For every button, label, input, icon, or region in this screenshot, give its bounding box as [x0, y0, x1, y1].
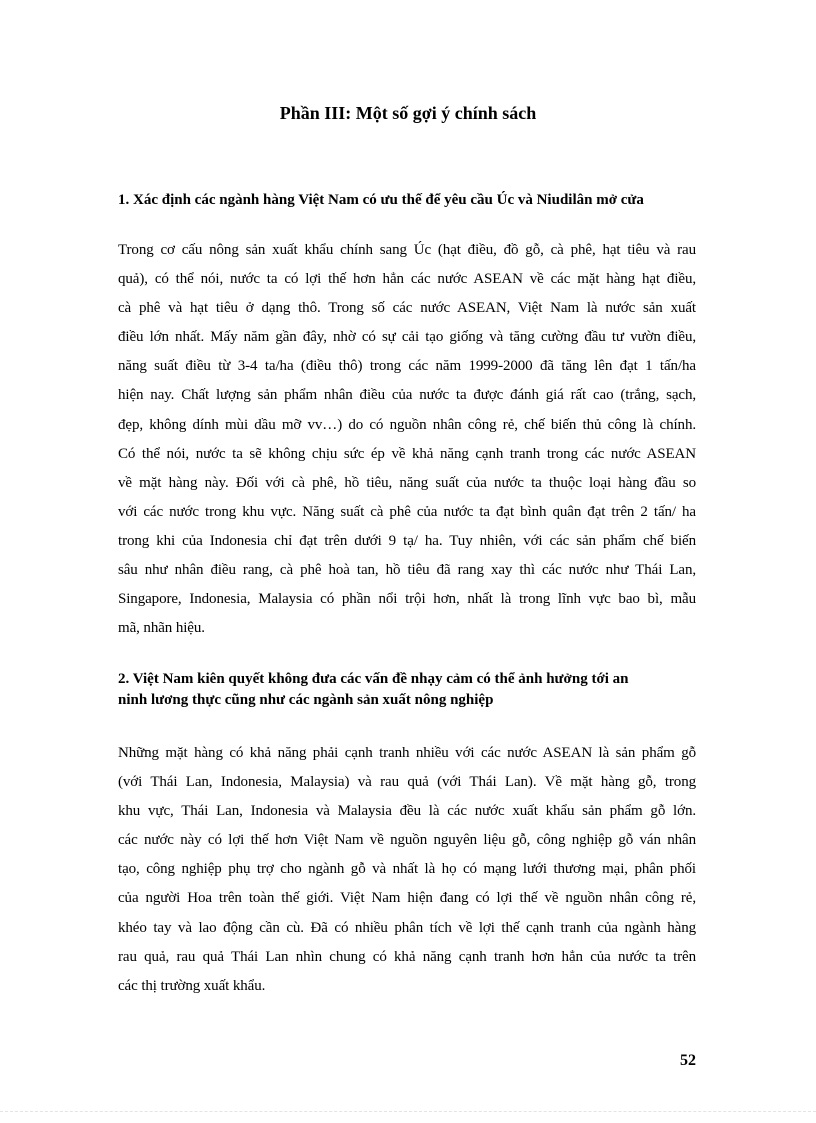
section-1-paragraph	[118, 236, 696, 643]
paragraph-line: hiện nay. Chất lượng sản phẩm nhân điều của nước ta được đánh giá rất cao (trắng, sạch,	[118, 387, 696, 404]
paragraph-line: Singapore, Indonesia, Malaysia có phần nổi trội hơn, nhất là trong lĩnh vực bao bì, mẫu	[118, 591, 696, 608]
section-1-heading: 1. Xác định các ngành hàng Việt Nam có ưu thế để yêu cầu Úc và Niudilân mở cửa	[118, 192, 644, 208]
paragraph-line: tạo, công nghiệp phụ trợ cho ngành gỗ và nhất là họ có mạng lưới thương mại, phân phối	[118, 861, 696, 878]
page-number: 52	[680, 1052, 696, 1069]
paragraph-line: rau quả, rau quả Thái Lan nhìn chung có khả năng cạnh tranh hơn hẳn của nước ta trên	[118, 948, 696, 965]
paragraph-line: năng suất điều từ 3-4 ta/ha (điều thô) trong các năm 1999-2000 đã tăng lên đạt 1 tấn/ha	[118, 358, 696, 375]
heading-line: 2. Việt Nam kiên quyết không đưa các vấn đề nhạy cảm có thể ảnh hưởng tới an	[118, 671, 629, 687]
paragraph-line: điều lớn nhất. Mấy năm gần đây, nhờ có sự cải tạo giống và tăng cường đầu tư vườn điều,	[118, 329, 696, 346]
paragraph-line: Có thể nói, nước ta sẽ không chịu sức ép về khả năng cạnh tranh trong các nước ASEAN	[118, 445, 696, 462]
section-2-paragraph	[118, 739, 696, 1001]
paragraph-line: (với Thái Lan, Indonesia, Malaysia) và rau quả (với Thái Lan). Về mặt hàng gỗ, trong	[118, 774, 696, 791]
paragraph-line: mã, nhãn hiệu.	[118, 620, 205, 637]
paragraph-line: trong khi của Indonesia chỉ đạt trên dưới 9 tạ/ ha. Tuy nhiên, với các sản phẩm chế biến	[118, 532, 696, 549]
paragraph-line: quả), có thể nói, nước ta có lợi thế hơn hẳn các nước ASEAN về các mặt hàng hạt điều,	[118, 271, 696, 288]
paragraph-line: đẹp, không dính mùi dầu mỡ vv…) do có nguồn nhân công rẻ, chế biến thủ công là chính.	[118, 416, 696, 433]
paragraph-line: khu vực, Thái Lan, Indonesia và Malaysia đều là các nước xuất khẩu sản phẩm gỗ lớn.	[118, 803, 696, 820]
paragraph-line: các thị trường xuất khẩu.	[118, 977, 266, 994]
paragraph-line: với các nước trong khu vực. Năng suất cà phê của nước ta đạt bình quân đạt trên 2 tấn/ ha	[118, 503, 696, 520]
heading-line: ninh lương thực cũng như các ngành sản xuất nông nghiệp	[118, 692, 494, 708]
paragraph-line: của người Hoa trên toàn thế giới. Việt Nam hiện đang có lợi thế về nguồn nhân công rẻ,	[118, 890, 696, 907]
section-2-heading	[118, 669, 698, 711]
page-bottom-border	[0, 1111, 816, 1112]
paragraph-line: Những mặt hàng có khả năng phải cạnh tranh nhiều với các nước ASEAN là sản phẩm gỗ	[118, 745, 696, 761]
page-title: Phần III: Một số gợi ý chính sách	[279, 103, 537, 123]
paragraph-line: các nước này có lợi thế hơn Việt Nam về nguồn nguyên liệu gỗ, công nghiệp gỗ ván nhân	[118, 832, 696, 849]
paragraph-line: cà phê và hạt tiêu ở dạng thô. Trong số các nước ASEAN, Việt Nam là nước sản xuất	[118, 300, 696, 317]
paragraph-line: khéo tay và lao động cần cù. Đã có nhiều phân tích về lợi thế cạnh tranh của ngành hàng	[118, 919, 696, 936]
paragraph-line: về mặt hàng này. Đối với cà phê, hồ tiêu, năng suất của nước ta thuộc loại hàng đầu so	[118, 474, 696, 491]
paragraph-line: sâu như nhân điều rang, cà phê hoà tan, hồ tiêu đã rang xay thì các nước như Thái Lan,	[118, 562, 696, 579]
paragraph-line: Trong cơ cấu nông sản xuất khẩu chính sang Úc (hạt điều, đồ gỗ, cà phê, hạt tiêu và rau	[118, 242, 696, 258]
